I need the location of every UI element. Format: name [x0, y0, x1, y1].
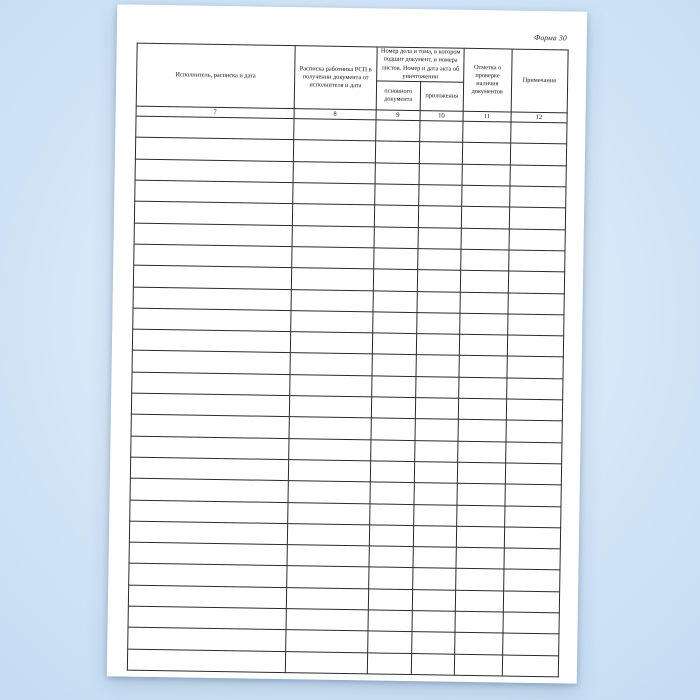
- table-header-row-main: [137, 43, 568, 84]
- table-cell[interactable]: [455, 633, 503, 655]
- table-cell[interactable]: [505, 420, 562, 442]
- table-header: [136, 43, 568, 123]
- table-cell[interactable]: [372, 333, 416, 355]
- table-cell[interactable]: [134, 202, 292, 226]
- table-cell[interactable]: [135, 180, 293, 204]
- table-cell[interactable]: [457, 483, 505, 505]
- table-cell[interactable]: [133, 308, 291, 332]
- table-cell[interactable]: [458, 441, 506, 463]
- table-cell[interactable]: [419, 163, 463, 185]
- table-cell[interactable]: [372, 376, 416, 398]
- table-cell[interactable]: [376, 120, 420, 142]
- table-cell[interactable]: [371, 418, 415, 440]
- table-cell[interactable]: [373, 290, 417, 312]
- table-cell[interactable]: [288, 460, 371, 483]
- table-cell[interactable]: [411, 632, 455, 654]
- column-number-9: 9: [376, 110, 420, 121]
- header-case-appendix: приложения: [420, 82, 464, 112]
- table-cell[interactable]: [134, 244, 292, 268]
- table-cell[interactable]: [456, 526, 504, 548]
- table-cell[interactable]: [290, 332, 373, 355]
- table-cell[interactable]: [456, 547, 504, 569]
- table-cell[interactable]: [456, 569, 504, 591]
- table-cell[interactable]: [374, 227, 418, 249]
- table-cell[interactable]: [131, 414, 289, 438]
- table-cell[interactable]: [419, 121, 463, 143]
- table-cell[interactable]: [415, 398, 459, 420]
- table-cell[interactable]: [460, 313, 508, 335]
- table-cell[interactable]: [457, 505, 505, 527]
- table-cell[interactable]: [416, 334, 460, 356]
- table-cell[interactable]: [292, 225, 375, 248]
- table-cell[interactable]: [416, 312, 460, 334]
- table-cell[interactable]: [374, 205, 418, 227]
- table-cell[interactable]: [416, 355, 460, 377]
- table-cell[interactable]: [415, 419, 459, 441]
- header-check: Отметка о проверке наличия документов: [463, 48, 511, 112]
- table-cell[interactable]: [459, 334, 507, 356]
- table-cell[interactable]: [414, 440, 458, 462]
- header-case-group: Номер дела и тома, в котором подшит документ, и номера листов. Номер и дата акта об уничтожении: [377, 47, 465, 83]
- table-cell[interactable]: [459, 377, 507, 399]
- paper-sheet-wrapper: [107, 4, 587, 683]
- table-cell[interactable]: [417, 291, 461, 313]
- table-cell[interactable]: [129, 521, 287, 545]
- table-cell[interactable]: [287, 523, 370, 546]
- table-cell[interactable]: [510, 144, 567, 166]
- table-cell[interactable]: [373, 269, 417, 291]
- table-cell[interactable]: [460, 271, 508, 293]
- table-cell[interactable]: [510, 122, 567, 144]
- table-cell[interactable]: [292, 183, 375, 206]
- table-cell[interactable]: [286, 566, 369, 589]
- table-cell[interactable]: [292, 204, 375, 227]
- table-cell[interactable]: [289, 417, 372, 440]
- table-cell[interactable]: [135, 138, 293, 162]
- table-cell[interactable]: [502, 612, 559, 634]
- table-cell[interactable]: [371, 440, 415, 462]
- table-cell[interactable]: [128, 606, 286, 630]
- table-cell[interactable]: [454, 654, 502, 676]
- table-cell[interactable]: [507, 314, 564, 336]
- table-cell[interactable]: [368, 610, 412, 632]
- table-cell[interactable]: [288, 481, 371, 504]
- table-cell[interactable]: [293, 119, 376, 142]
- table-cell[interactable]: [131, 436, 289, 460]
- table-cell[interactable]: [367, 652, 411, 674]
- table-cell[interactable]: [286, 609, 369, 632]
- table-cell[interactable]: [128, 585, 286, 609]
- table-cell[interactable]: [371, 397, 415, 419]
- table-body: [127, 116, 567, 676]
- column-number-12: 12: [511, 112, 568, 123]
- registration-journal-table: [127, 43, 569, 678]
- table-cell[interactable]: [459, 356, 507, 378]
- table-cell[interactable]: [411, 653, 455, 675]
- table-cell[interactable]: [418, 227, 462, 249]
- table-cell[interactable]: [133, 287, 291, 311]
- table-cell[interactable]: [290, 310, 373, 333]
- table-cell[interactable]: [369, 525, 413, 547]
- table-cell[interactable]: [413, 504, 457, 526]
- column-number-8: 8: [294, 109, 376, 120]
- table-cell[interactable]: [130, 500, 288, 524]
- table-cell[interactable]: [369, 567, 413, 589]
- table-cell[interactable]: [506, 356, 563, 378]
- table-cell[interactable]: [132, 372, 290, 396]
- table-cell[interactable]: [127, 649, 285, 673]
- table-cell[interactable]: [419, 142, 463, 164]
- table-cell[interactable]: [285, 630, 368, 653]
- table-cell[interactable]: [291, 247, 374, 270]
- table-cell[interactable]: [418, 185, 462, 207]
- table-cell[interactable]: [375, 184, 419, 206]
- table-cell[interactable]: [132, 351, 290, 375]
- table-cell[interactable]: [375, 141, 419, 163]
- table-cell[interactable]: [289, 374, 372, 397]
- table-cell[interactable]: [130, 457, 288, 481]
- table-cell[interactable]: [370, 503, 414, 525]
- table-cell[interactable]: [462, 164, 510, 186]
- table-cell[interactable]: [368, 589, 412, 611]
- table-cell[interactable]: [505, 463, 562, 485]
- table-cell[interactable]: [508, 250, 565, 272]
- table-cell[interactable]: [503, 591, 560, 613]
- table-cell[interactable]: [507, 293, 564, 315]
- table-cell[interactable]: [372, 354, 416, 376]
- table-cell[interactable]: [135, 159, 293, 183]
- table-cell[interactable]: [455, 590, 503, 612]
- table-cell[interactable]: [370, 461, 414, 483]
- table-cell[interactable]: [288, 438, 371, 461]
- form-number-label: Форма 30: [534, 32, 567, 43]
- table-cell[interactable]: [132, 329, 290, 353]
- header-case-main-document: основного документа: [376, 81, 420, 111]
- table-cell[interactable]: [287, 502, 370, 525]
- table-cell[interactable]: [508, 271, 565, 293]
- column-number-7: 7: [136, 106, 294, 118]
- table-cell[interactable]: [290, 353, 373, 376]
- table-cell[interactable]: [415, 376, 459, 398]
- table-cell[interactable]: [463, 121, 511, 143]
- table-cell[interactable]: [289, 396, 372, 419]
- table-cell[interactable]: [506, 378, 563, 400]
- table-cell[interactable]: [414, 462, 458, 484]
- table-cell[interactable]: [462, 185, 510, 207]
- table-cell[interactable]: [462, 143, 510, 165]
- table-cell[interactable]: [461, 207, 509, 229]
- table-cell[interactable]: [418, 206, 462, 228]
- header-receipt: Расписка работника РСП в получении документа от исполнителя и дата: [294, 46, 377, 110]
- table-cell[interactable]: [370, 482, 414, 504]
- table-cell[interactable]: [291, 289, 374, 312]
- table-cell[interactable]: [131, 393, 289, 417]
- header-notes: Примечания: [511, 49, 568, 113]
- paper-sheet: [107, 4, 587, 683]
- table-cell[interactable]: [412, 589, 456, 611]
- table-cell[interactable]: [502, 655, 559, 677]
- table-cell[interactable]: [417, 249, 461, 271]
- table-cell[interactable]: [130, 478, 288, 502]
- table-cell[interactable]: [373, 312, 417, 334]
- table-cell[interactable]: [375, 163, 419, 185]
- table-cell[interactable]: [507, 335, 564, 357]
- table-cell[interactable]: [508, 229, 565, 251]
- table-cell[interactable]: [374, 248, 418, 270]
- table-cell[interactable]: [502, 633, 559, 655]
- table-cell[interactable]: [413, 547, 457, 569]
- table-cell[interactable]: [457, 462, 505, 484]
- table-cell[interactable]: [133, 265, 291, 289]
- table-cell[interactable]: [455, 611, 503, 633]
- table-cell[interactable]: [458, 420, 506, 442]
- table-cell[interactable]: [504, 527, 561, 549]
- table-cell[interactable]: [369, 546, 413, 568]
- column-number-11: 11: [463, 111, 511, 122]
- table-cell[interactable]: [412, 611, 456, 633]
- table-cell[interactable]: [503, 548, 560, 570]
- table-cell[interactable]: [293, 161, 376, 184]
- table-cell[interactable]: [413, 525, 457, 547]
- table-cell[interactable]: [509, 207, 566, 229]
- table-cell[interactable]: [286, 587, 369, 610]
- header-executor: Исполнитель, расписка и дата: [136, 43, 295, 109]
- table-cell[interactable]: [461, 249, 509, 271]
- table-cell[interactable]: [461, 228, 509, 250]
- table-cell[interactable]: [504, 484, 561, 506]
- table-cell[interactable]: [414, 483, 458, 505]
- table-cell[interactable]: [136, 116, 294, 140]
- table-cell[interactable]: [368, 631, 412, 653]
- page-content: [127, 27, 569, 666]
- table-cell[interactable]: [285, 651, 368, 674]
- table-cell[interactable]: [134, 223, 292, 247]
- table-cell[interactable]: [460, 292, 508, 314]
- table-cell[interactable]: [506, 399, 563, 421]
- table-cell[interactable]: [505, 442, 562, 464]
- table-cell[interactable]: [510, 165, 567, 187]
- table-cell[interactable]: [417, 270, 461, 292]
- table-cell[interactable]: [129, 564, 287, 588]
- table-cell[interactable]: [128, 627, 286, 651]
- column-number-10: 10: [420, 111, 464, 122]
- table-cell[interactable]: [293, 140, 376, 163]
- table-cell[interactable]: [412, 568, 456, 590]
- table-cell[interactable]: [503, 569, 560, 591]
- table-cell[interactable]: [504, 506, 561, 528]
- table-cell[interactable]: [287, 545, 370, 568]
- table-cell[interactable]: [509, 186, 566, 208]
- table-cell[interactable]: [458, 398, 506, 420]
- table-cell[interactable]: [291, 268, 374, 291]
- table-cell[interactable]: [129, 542, 287, 566]
